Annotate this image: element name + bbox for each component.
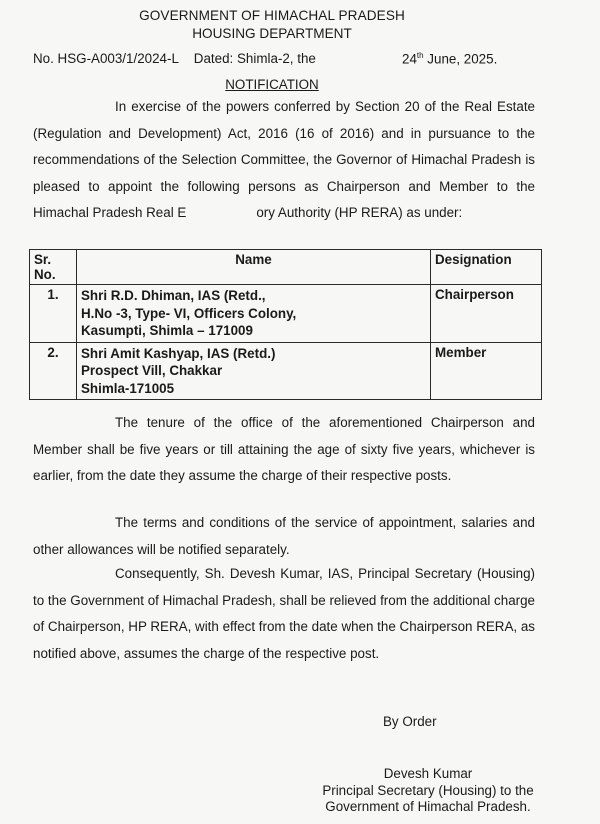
header-designation: Designation: [431, 250, 542, 285]
notification-date: 24th June, 2025.: [402, 51, 498, 67]
signatory-title-line2: Government of Himachal Pradesh.: [325, 799, 531, 814]
row-name: Shri R.D. Dhiman, IAS (Retd., H.No -3, Type- VI, Officers Colony, Kasumpti, Shimla – 171009: [77, 285, 431, 343]
reference-number: No. HSG-A003/1/2024-L: [33, 51, 179, 66]
row-name: Shri Amit Kashyap, IAS (Retd.) Prospect Vill, Chakkar Shimla-171005: [77, 342, 431, 400]
by-order: By Order: [383, 714, 437, 729]
row-designation: Chairperson: [431, 285, 542, 343]
row-designation: Member: [431, 342, 542, 400]
paragraph-relieving: Consequently, Sh. Devesh Kumar, IAS, Principal Secretary (Housing) to the Government of Himachal Pradesh, shall be relieved from the additional charge of Chairperson, HP RERA, with effect from the date when the Chairperson RERA, as notified above, assumes the charge of the respective post.: [33, 566, 535, 661]
notification-title: NOTIFICATION: [225, 77, 319, 92]
table-row: [30, 342, 542, 400]
signatory-name: Devesh Kumar: [383, 766, 473, 781]
paragraph-tenure: The tenure of the office of the aforementioned Chairperson and Member shall be five years or till attaining the age of sixty five years, whichever is earlier, from the date they assume the charge of their respective posts.: [33, 415, 535, 484]
paragraph-terms: The terms and conditions of the service of appointment, salaries and other allowances will be notified separately.: [33, 515, 535, 557]
government-heading: GOVERNMENT OF HIMACHAL PRADESH: [139, 8, 405, 23]
table-row: [30, 285, 542, 343]
reference-line: [33, 51, 316, 66]
header-sr-no: Sr. No.: [30, 250, 77, 285]
row-sr: 1.: [30, 285, 77, 343]
appointees-table: [29, 249, 542, 400]
table-header-row: [30, 250, 542, 285]
paragraph-appointment: In exercise of the powers conferred by Section 20 of the Real Estate (Regulation and Development) Act, 2016 (16 of 2016) and in pursuance to the recommendations of the Selection Committee, the Governor of Himachal Pradesh is pleased to appoint the following persons as Chairperson and Member to the Himachal Pradesh Real E ory Authority (HP RERA) as under:: [33, 99, 535, 221]
dated-label: Dated: Shimla-2, the: [193, 51, 316, 66]
header-name: Name: [77, 250, 431, 285]
row-sr: 2.: [30, 342, 77, 400]
signatory-title-line1: Principal Secretary (Housing) to the: [322, 782, 534, 798]
signatory-block: [298, 766, 558, 816]
department-heading: HOUSING DEPARTMENT: [192, 26, 352, 41]
